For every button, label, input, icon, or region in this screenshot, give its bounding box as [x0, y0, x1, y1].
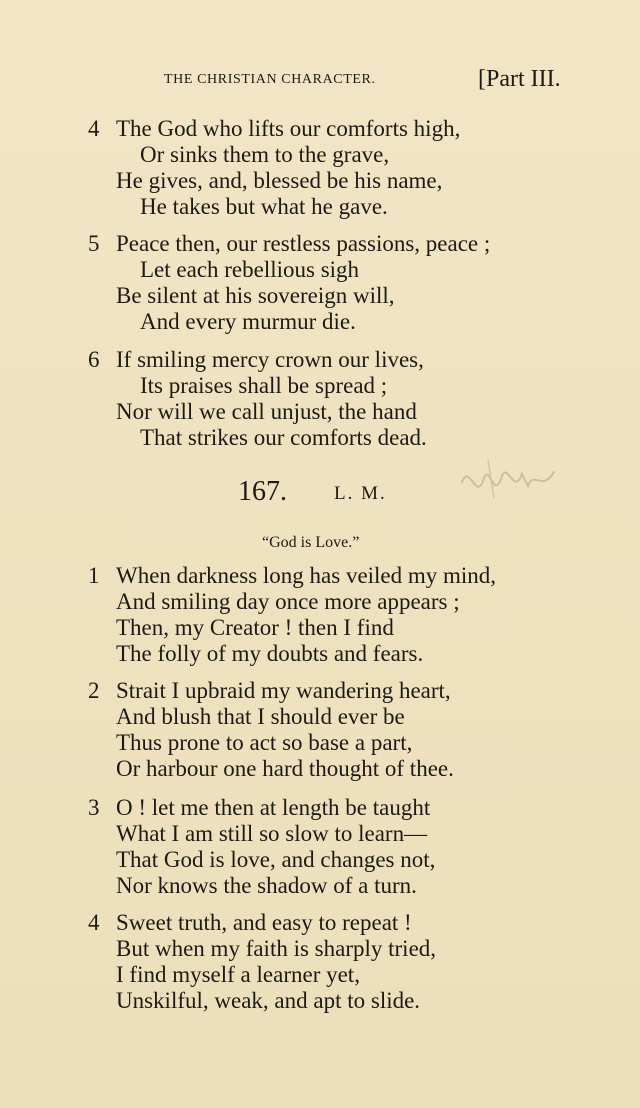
- hymn-meter: L. M.: [334, 483, 387, 504]
- verse-line: The folly of my doubts and fears.: [116, 641, 424, 666]
- verse-line: Or harbour one hard thought of thee.: [116, 756, 454, 781]
- verse-line: Strait I upbraid my wandering heart,: [116, 678, 451, 703]
- verse-line: But when my faith is sharply tried,: [116, 936, 437, 961]
- verse-line: When darkness long has veiled my mind,: [116, 563, 497, 588]
- page-header: [0, 66, 640, 94]
- verse-line: The God who lifts our comforts high,: [116, 116, 461, 141]
- hymn-heading: [0, 476, 640, 510]
- stanza-number: 1: [88, 563, 100, 588]
- verse-line: What I am still so slow to learn—: [116, 821, 428, 846]
- verse-line: Let each rebellious sigh: [140, 257, 360, 282]
- stanza-number: 6: [88, 347, 100, 372]
- verse-line: Its praises shall be spread ;: [140, 373, 388, 398]
- verse-line: He gives, and, blessed be his name,: [116, 168, 443, 193]
- stanza-number: 5: [88, 231, 100, 256]
- stanza-number: 4: [88, 116, 100, 141]
- verse-line: And every murmur die.: [140, 309, 356, 334]
- verse-line: Sweet truth, and easy to repeat !: [116, 910, 412, 935]
- verse-line: Nor knows the shadow of a turn.: [116, 873, 417, 898]
- verse-line: Peace then, our restless passions, peace ;: [116, 231, 491, 256]
- verse-line: That God is love, and changes not,: [116, 847, 436, 872]
- stanza-number: 4: [88, 910, 100, 935]
- verse-line: O ! let me then at length be taught: [116, 795, 431, 820]
- verse-line: If smiling mercy crown our lives,: [116, 347, 424, 372]
- verse-line: And blush that I should ever be: [116, 704, 405, 729]
- verse-line: Nor will we call unjust, the hand: [116, 399, 417, 424]
- verse-line: Thus prone to act so base a part,: [116, 730, 413, 755]
- stanza-number: 2: [88, 678, 100, 703]
- running-head: THE CHRISTIAN CHARACTER.: [164, 72, 376, 87]
- verse-line: Or sinks them to the grave,: [140, 142, 390, 167]
- verse-line: Be silent at his sovereign will,: [116, 283, 395, 308]
- hymn-number: 167.: [238, 476, 287, 507]
- verse-line: That strikes our comforts dead.: [140, 425, 427, 450]
- verse-line: And smiling day once more appears ;: [116, 589, 460, 614]
- verse-line: Then, my Creator ! then I find: [116, 615, 394, 640]
- part-label: [Part III.: [478, 66, 561, 92]
- hymn-title: “God is Love.”: [262, 534, 360, 551]
- stanza-number: 3: [88, 795, 100, 820]
- verse-line: I find myself a learner yet,: [116, 962, 360, 987]
- verse-line: He takes but what he gave.: [140, 194, 388, 219]
- verse-line: Unskilful, weak, and apt to slide.: [116, 988, 421, 1013]
